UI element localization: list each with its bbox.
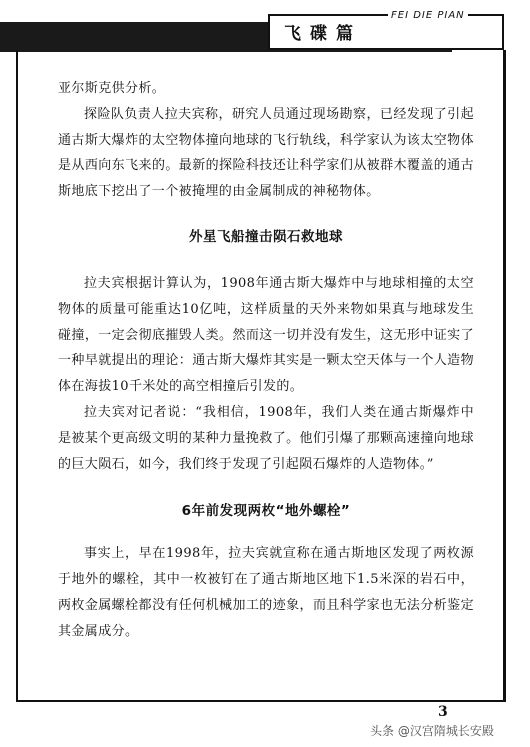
- section-heading: 外星飞船撞击陨石救地球: [189, 228, 343, 245]
- paragraph: 事实上，早在1998年，拉夫宾就宣称在通古斯地区发现了两枚源于地外的螺栓，其中一枚被钉在了通古斯地区地下1.5米深的岩石中，两枚金属螺栓都没有任何机械加工的迹象，而且科学家也无法分析鉴定其金属成分。: [58, 546, 474, 639]
- paragraph: 探险队负责人拉夫宾称，研究人员通过现场勘察，已经发现了引起通古斯大爆炸的太空物体撞向地球的飞行轨线，科学家认为该太空物体是从西向东飞来的。最新的探险科技还让科学家们从被群木覆盖的通古斯地底下挖出了一个被掩埋的由金属制成的神秘物体。: [58, 106, 474, 200]
- watermark-text: 头条 @汉宫隋城长安殿: [370, 724, 494, 738]
- section-title: 飞碟篇: [284, 24, 362, 44]
- paragraph: 亚尔斯克供分析。: [58, 81, 166, 96]
- section-heading: 6年前发现两枚“地外螺栓”: [181, 503, 351, 520]
- section-title-pinyin: FEI DIE PIAN: [388, 10, 468, 21]
- watermark: [370, 722, 494, 739]
- page-number: 3: [438, 704, 448, 720]
- article-body: [58, 76, 474, 645]
- paragraph: 拉夫宾根据计算认为，1908年通古斯大爆炸中与地球相撞的太空物体的质量可能重达10亿吨，这样质量的天外来物如果真与地球发生碰撞，一定会彻底摧毁人类。然而这一切并没有发生，这无形中证实了一种早就提出的理论：通古斯大爆炸其实是一颗太空天体与一个人造物体在海拔10千米处的高空相撞后引发的。: [58, 275, 474, 395]
- paragraph: 拉夫宾对记者说：“我相信，1908年，我们人类在通古斯爆炸中是被某个更高级文明的某种力量挽救了。他们引爆了那颗高速撞向地球的巨大陨石，如今，我们终于发现了引起陨石爆炸的人造物体。”: [58, 404, 474, 472]
